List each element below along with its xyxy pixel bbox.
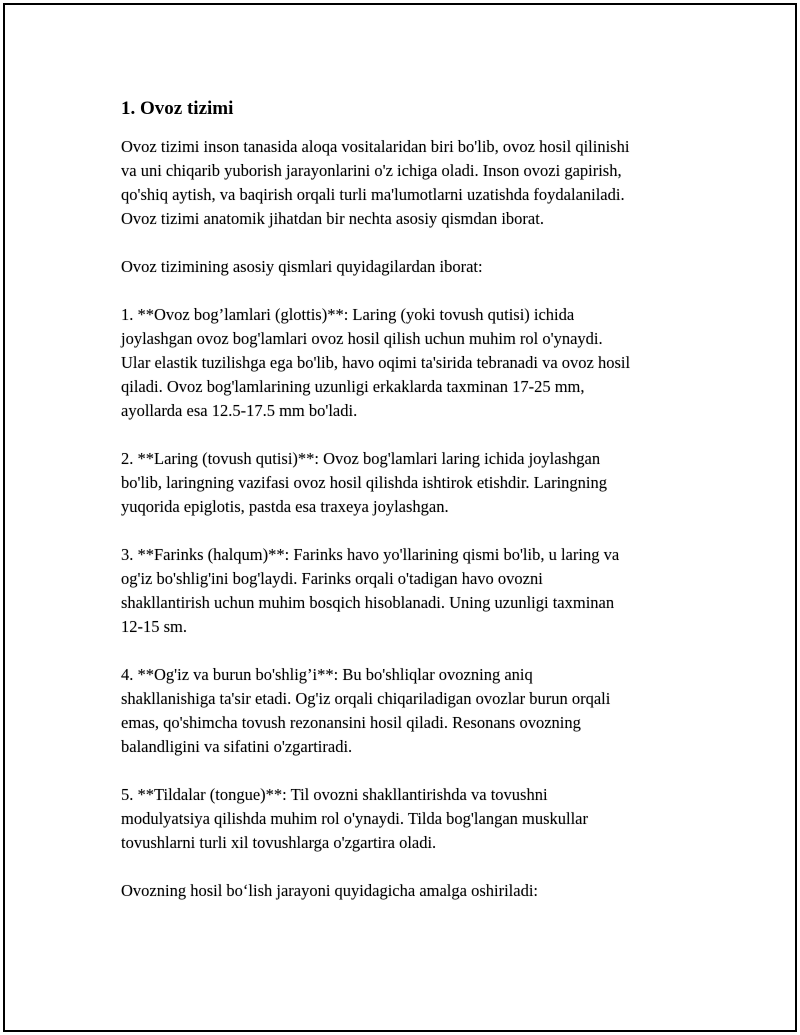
page-title: 1. Ovoz tizimi: [121, 98, 234, 119]
text-line: modulyatsiya qilishda muhim rol o'ynaydi. Tilda bog'langan muskullar: [121, 809, 589, 828]
text-line: qo'shiq aytish, va baqirish orqali turli ma'lumotlarni uzatishda foydalaniladi.: [121, 185, 625, 204]
text-line: shakllantirish uchun muhim bosqich hisoblanadi. Uning uzunligi taxminan: [121, 593, 615, 612]
text-line: 3. **Farinks (halqum)**: Farinks havo yo'llarining qismi bo'lib, u laring va: [121, 545, 620, 564]
text-line: Ular elastik tuzilishga ega bo'lib, havo oqimi ta'sirida tebranadi va ovoz hosil: [121, 353, 631, 372]
text-line: bo'lib, laringning vazifasi ovoz hosil qilishda ishtirok etishdir. Laringning: [121, 473, 607, 492]
text-line: emas, qo'shimcha tovush rezonansini hosil qiladi. Resonans ovozning: [121, 713, 581, 732]
paragraph-item-4: [121, 663, 711, 759]
text-line: va uni chiqarib yuborish jarayonlarini o'z ichiga oladi. Inson ovozi gapirish,: [121, 161, 622, 180]
text-line: 1. **Ovoz bog’lamlari (glottis)**: Laring (yoki tovush qutisi) ichida: [121, 305, 575, 324]
paragraph-item-3: [121, 543, 711, 639]
text-line: Ovoz tizimi anatomik jihatdan bir nechta asosiy qismdan iborat.: [121, 209, 544, 228]
paragraph-item-5: [121, 783, 711, 855]
text-line: 2. **Laring (tovush qutisi)**: Ovoz bog'lamlari laring ichida joylashgan: [121, 449, 601, 468]
text-line: og'iz bo'shlig'ini bog'laydi. Farinks orqali o'tadigan havo ovozni: [121, 569, 543, 588]
paragraph-process-intro: [121, 879, 711, 903]
page-frame: [3, 3, 797, 1032]
text-line: balandligini va sifatini o'zgartiradi.: [121, 737, 353, 756]
paragraph-item-1: [121, 303, 711, 423]
text-line: Ovoz tizimining asosiy qismlari quyidagilardan iborat:: [121, 257, 483, 276]
text-line: 12-15 sm.: [121, 617, 187, 636]
paragraph-item-2: [121, 447, 711, 519]
paragraph-parts-intro: [121, 255, 711, 279]
document-body: [121, 97, 711, 927]
text-line: tovushlarni turli xil tovushlarga o'zgartira oladi.: [121, 833, 437, 852]
text-line: 4. **Og'iz va burun bo'shlig’i**: Bu bo'shliqlar ovozning aniq: [121, 665, 533, 684]
paragraph-intro: [121, 135, 711, 231]
text-line: yuqorida epiglotis, pastda esa traxeya joylashgan.: [121, 497, 449, 516]
text-line: Ovozning hosil bo‘lish jarayoni quyidagicha amalga oshiriladi:: [121, 881, 538, 900]
text-line: joylashgan ovoz bog'lamlari ovoz hosil qilish uchun muhim rol o'ynaydi.: [121, 329, 603, 348]
text-line: ayollarda esa 12.5-17.5 mm bo'ladi.: [121, 401, 358, 420]
text-line: Ovoz tizimi inson tanasida aloqa vositalaridan biri bo'lib, ovoz hosil qilinishi: [121, 137, 630, 156]
text-line: shakllanishiga ta'sir etadi. Og'iz orqali chiqariladigan ovozlar burun orqali: [121, 689, 611, 708]
text-line: 5. **Tildalar (tongue)**: Til ovozni shakllantirishda va tovushni: [121, 785, 548, 804]
text-line: qiladi. Ovoz bog'lamlarining uzunligi erkaklarda taxminan 17-25 mm,: [121, 377, 585, 396]
